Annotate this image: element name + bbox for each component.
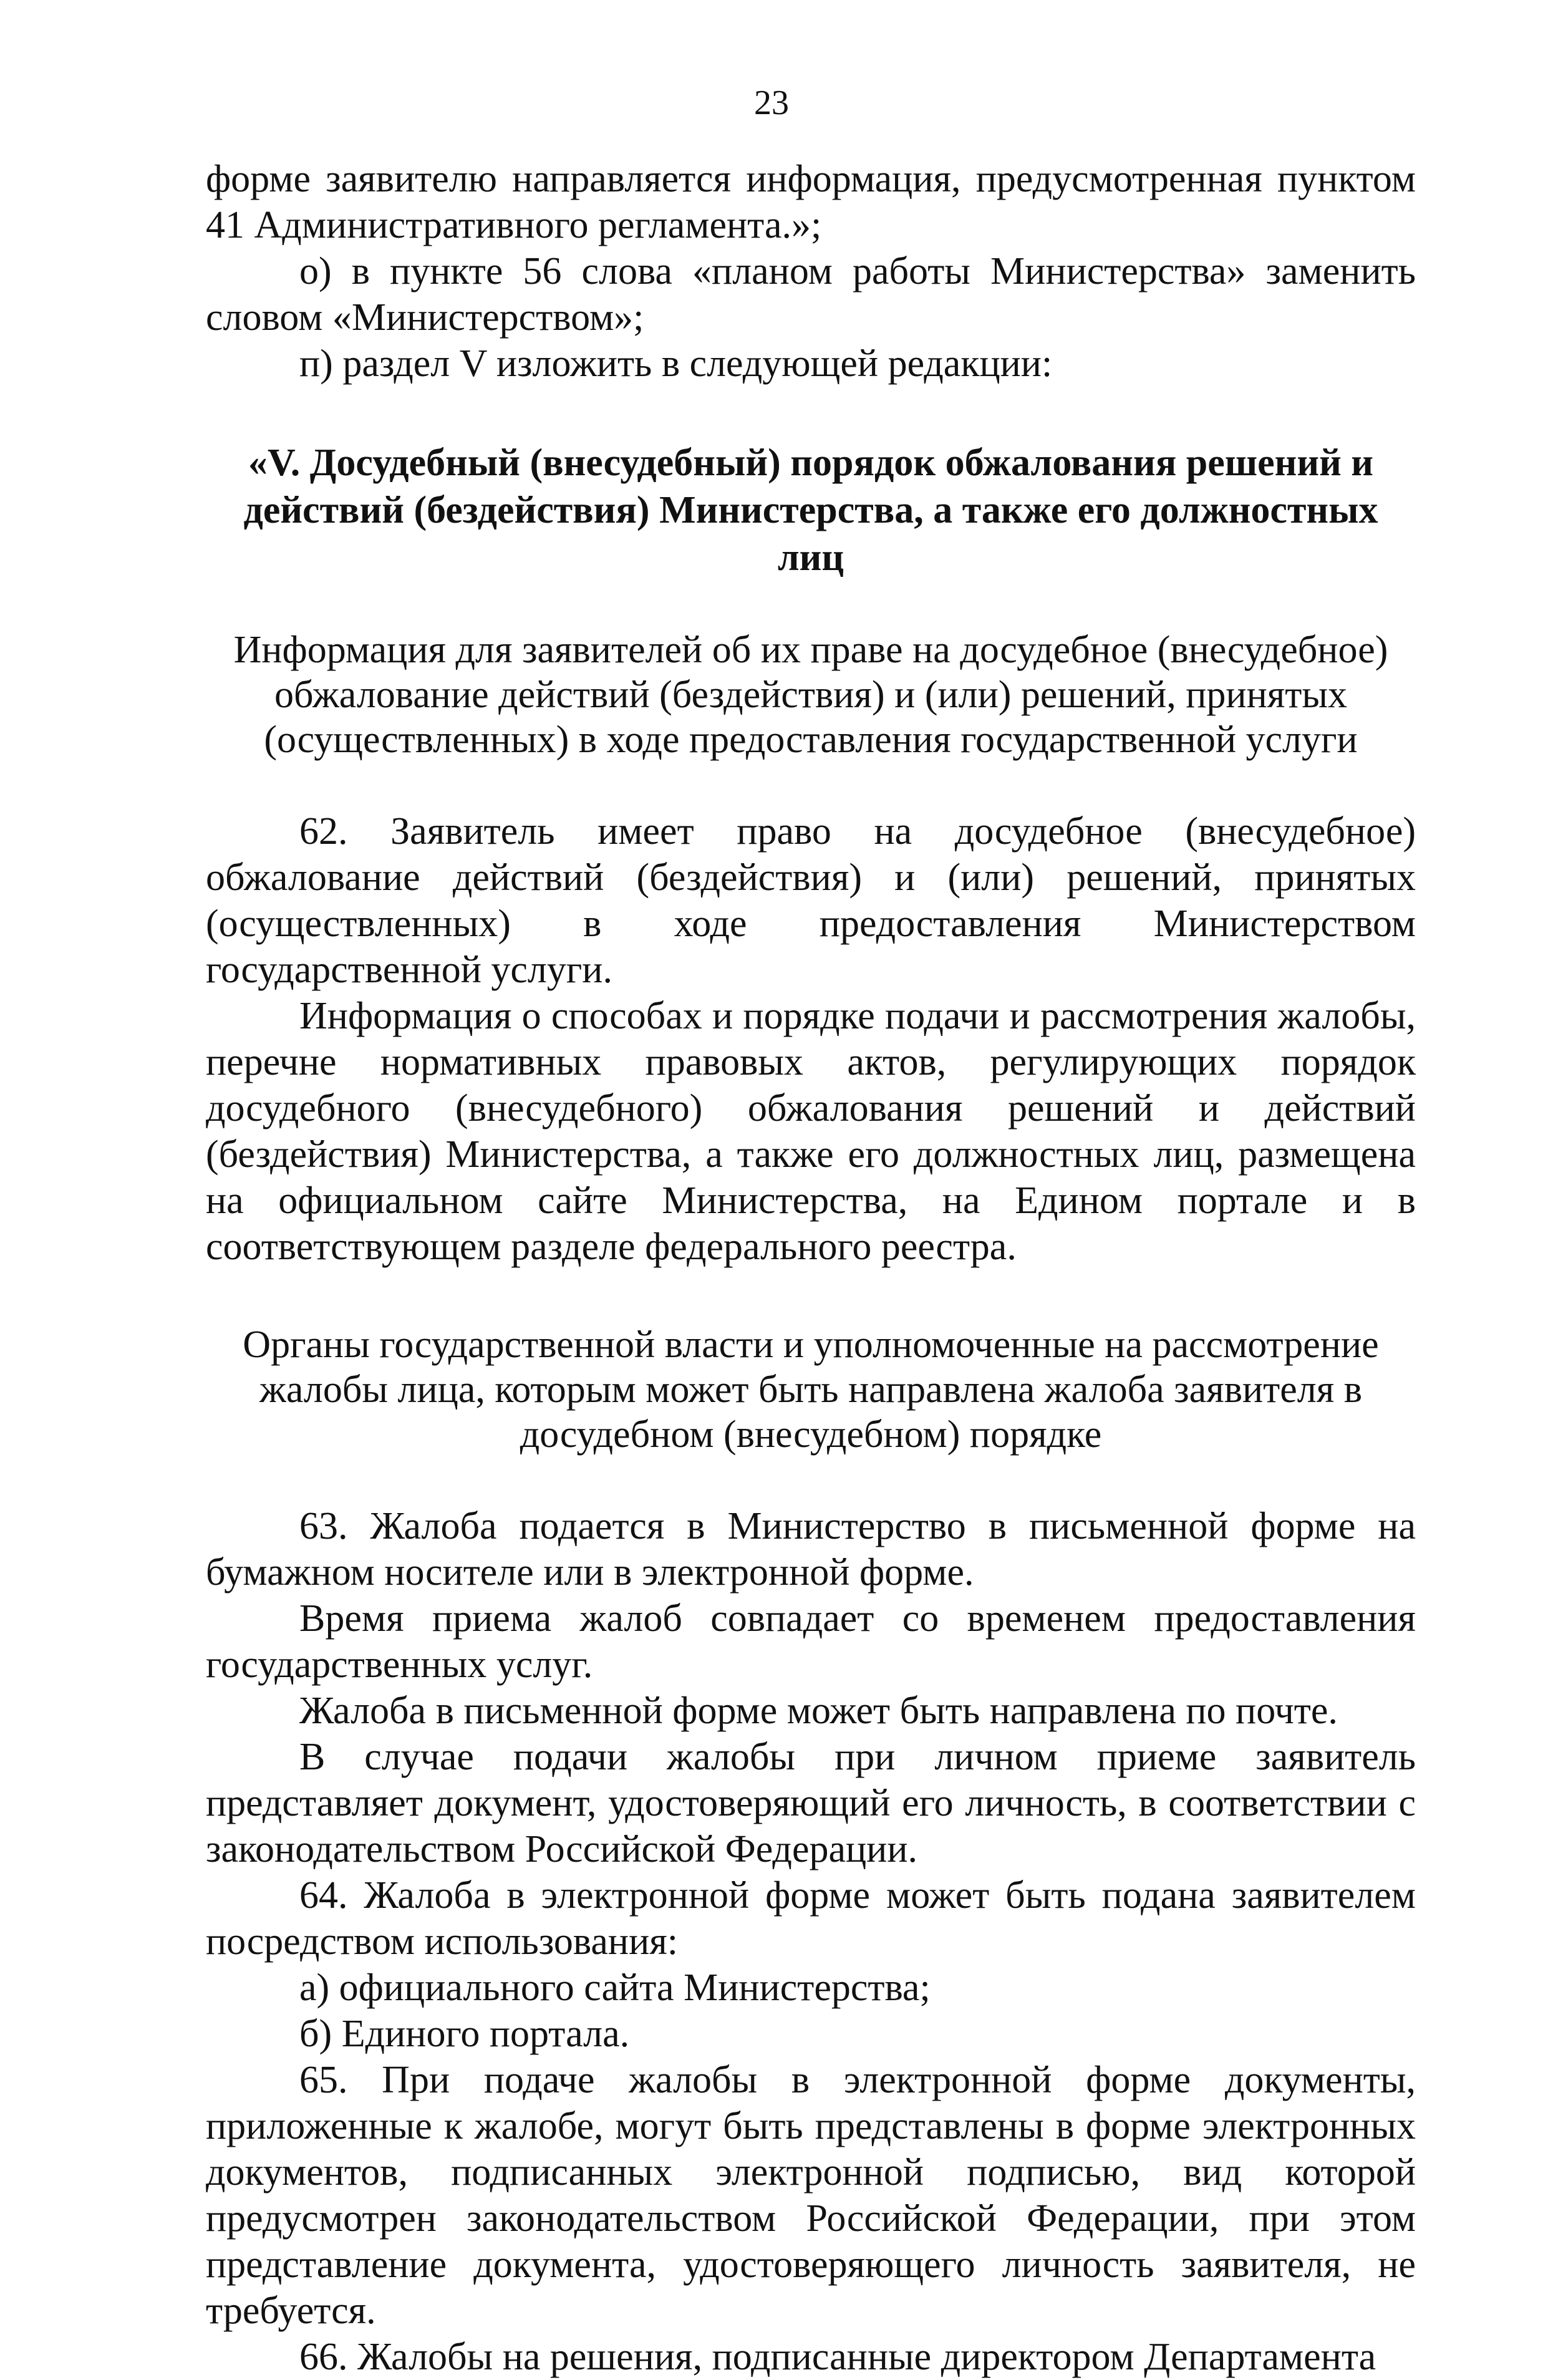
paragraph-63-time: Время приема жалоб совпадает со временем предоставления государственных услуг.: [206, 1597, 1416, 1686]
document-body: [206, 156, 1416, 2380]
paragraph-63: 63. Жалоба подается в Министерство в письменной форме на бумажном носителе или в электронной форме.: [206, 1505, 1416, 1594]
paragraph-66: 66. Жалобы на решения, подписанные директором Департамента: [299, 2336, 1376, 2378]
paragraph-62-info: Информация о способах и порядке подачи и рассмотрения жалобы, перечне нормативных правовых актов, регулирующих порядок досудебного (внесудебного) обжалования решений и действий (бездействия) Министерства, а также его должностных лиц, размещена на официальном сайте Министерства, на Едином портале и в соответствующем разделе федерального реестра.: [206, 995, 1416, 1268]
paragraph-63-personal: В случае подачи жалобы при личном приеме заявитель представляет документ, удостоверяющий его личность, в соответствии с законодательством Российской Федерации.: [206, 1736, 1416, 1870]
paragraph-64-b: б) Единого портала.: [299, 2013, 630, 2055]
paragraph-64-a: а) официального сайта Министерства;: [299, 1966, 931, 2009]
section-heading: «V. Досудебный (внесудебный) порядок обжалования решений и действий (бездействия) Министерства, а также его должностных лиц: [243, 442, 1378, 579]
subsection-heading-rights: Информация для заявителей об их праве на досудебное (внесудебное) обжалование действий (бездействия) и (или) решений, принятых (осуществленных) в ходе предоставления государственной услуги: [233, 629, 1388, 761]
paragraph-continuation: форме заявителю направляется информация, предусмотренная пунктом 41 Административного регламента.»;: [206, 158, 1416, 246]
paragraph-65: 65. При подаче жалобы в электронной форме документы, приложенные к жалобе, могут быть представлены в форме электронных документов, подписанных электронной подписью, вид которой предусмотрен законодательством Российской Федерации, при этом представление документа, удостоверяющего личность заявителя, не требуется.: [206, 2059, 1416, 2332]
paragraph-63-mail: Жалоба в письменной форме может быть направлена по почте.: [299, 1690, 1338, 1732]
page-number: 23: [754, 84, 789, 122]
subsection-heading-bodies: Органы государственной власти и уполномоченные на рассмотрение жалобы лица, которым может быть направлена жалоба заявителя в досудебном (внесудебном) порядке: [243, 1323, 1379, 1456]
paragraph-item-p: п) раздел V изложить в следующей редакции:: [299, 342, 1053, 385]
paragraph-64: 64. Жалоба в электронной форме может быть подана заявителем посредством использования:: [206, 1874, 1416, 1963]
paragraph-item-o: о) в пункте 56 слова «планом работы Министерства» заменить словом «Министерством»;: [206, 250, 1416, 339]
paragraph-62: 62. Заявитель имеет право на досудебное (внесудебное) обжалование действий (бездействия) и (или) решений, принятых (осуществленных) в ходе предоставления Министерством государственной услуги.: [206, 810, 1416, 991]
